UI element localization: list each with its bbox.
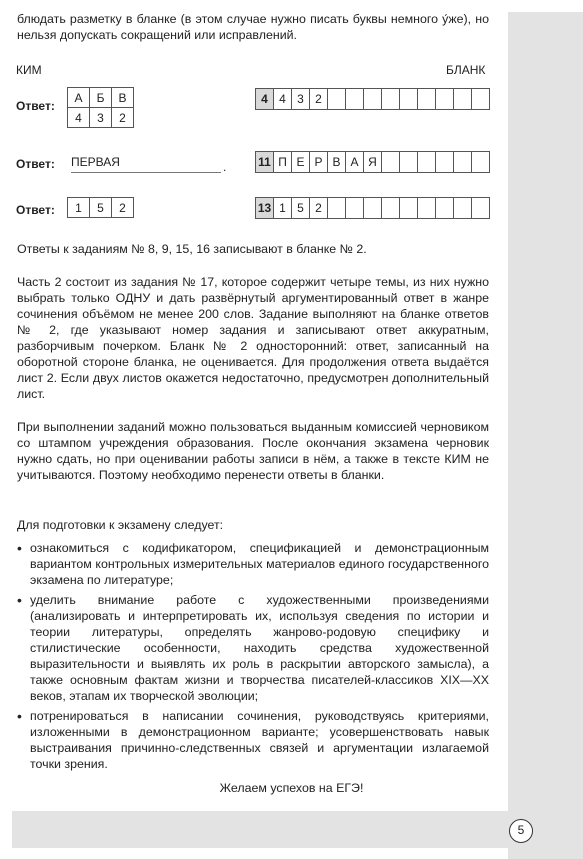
body-paragraph-1 [17, 241, 489, 257]
kim-answer-line-2: ПЕРВАЯ [71, 155, 221, 173]
blank-cell [400, 152, 418, 173]
kim-value-cell: 2 [112, 108, 134, 128]
blank-grid-1 [255, 88, 490, 110]
blank-cell [472, 152, 490, 173]
blank-grid-2 [255, 151, 490, 173]
margin-band-right [508, 12, 583, 859]
blank-cell [472, 198, 490, 219]
closing-wish: Желаем успехов на ЕГЭ! [219, 781, 364, 795]
blank-cell: 3 [292, 89, 310, 110]
list-item: • уделить внимание работе с художественными произведениями (анализировать и интерпретировать их, используя сведения по истории и теории литературы, определять жанрово-родовую специфику и стилистические особенности, находить средства художественной выразительности и выявлять их роль в раскрытии авторского замысла), а также основным фактам жизни и творчества писателей-классиков XIX—XX веков, этапам их творческой эволюции; [17, 592, 489, 704]
kim-label: КИМ [16, 63, 42, 77]
list-item: • потренироваться в написании сочинения, руководствуясь критериями, изложенными в демонстрационном варианте; усовершенствовать навык выстраивания причинно-следственных связей и аргументации излагаемой точки зрения. [17, 708, 489, 772]
blank-cell: 4 [274, 89, 292, 110]
blank-cell [472, 89, 490, 110]
kim-value-cell: 4 [68, 108, 90, 128]
blank-cell: В [328, 152, 346, 173]
page-number: 5 [509, 819, 533, 843]
blank-grid-3 [255, 197, 490, 219]
kim-answer-table-1 [67, 87, 134, 128]
blank-cell [454, 152, 472, 173]
blank-cell [382, 89, 400, 110]
blank-cell [328, 198, 346, 219]
paragraph-text: Часть 2 состоит из задания № 17, которое содержит четыре темы, из них нужно выбрать только ОДНУ и дать развёрнутый аргументированный ответ в жанре сочинения объёмом не менее 200 слов. Задание выполняют на бланке ответов № 2, где указывают номер задания и записывают ответ аккуратным, разборчивым почерком. Бланк № 2 односторонний: ответ, записанный на оборотной стороне бланка, не оценивается. Для продолжения ответа выдаётся лист 2. Если двух листов окажется недостаточно, предусмотрен дополнительный лист. [17, 275, 489, 401]
blank-cell [436, 198, 454, 219]
blank-cell [364, 89, 382, 110]
blank-cell [454, 89, 472, 110]
intro-paragraph [17, 11, 489, 43]
bullet-list [17, 540, 489, 772]
blank-cell [418, 89, 436, 110]
blank-cell [328, 89, 346, 110]
kim-value-cell: 5 [90, 198, 112, 218]
answer-label-2: Ответ: [16, 157, 55, 171]
paragraph-text: Для подготовки к экзамену следует: [17, 518, 224, 532]
blank-cell: 2 [310, 89, 328, 110]
blank-label: БЛАНК [446, 63, 486, 77]
paragraph-text: При выполнении заданий можно пользоваться выданным комиссией черновиком со штампом учреждения образования. После окончания экзамена черновик нужно сдать, но при оценивании работы записи в нём, а также в тексте КИМ не учитываются. Поэтому необходимо перенести ответы в бланки. [17, 420, 489, 482]
blank-cell [400, 89, 418, 110]
list-item: • ознакомиться с кодификатором, спецификацией и демонстрационным вариантом контрольных измерительных материалов единого государственного экзамена по литературе; [17, 540, 489, 588]
body-paragraph-4 [17, 517, 489, 533]
kim-value-cell: 1 [68, 198, 90, 218]
answer-trailing-dot: . [223, 160, 227, 174]
body-paragraph-2 [17, 274, 489, 402]
margin-band-bottom [12, 811, 583, 848]
blank-cell: Е [292, 152, 310, 173]
preparation-list [17, 540, 489, 776]
blank-cell [346, 89, 364, 110]
blank-cell: 2 [310, 198, 328, 219]
blank-cell [436, 89, 454, 110]
blank-cell: 1 [274, 198, 292, 219]
kim-value-cell: 3 [90, 108, 112, 128]
blank-cell: А [346, 152, 364, 173]
blank-cell: П [274, 152, 292, 173]
blank-task-number: 11 [256, 152, 274, 173]
body-paragraph-3 [17, 419, 489, 483]
paragraph-text: Ответы к заданиям № 8, 9, 15, 16 записывают в бланке № 2. [17, 242, 367, 256]
blank-task-number: 13 [256, 198, 274, 219]
blank-cell [418, 152, 436, 173]
blank-cell [454, 198, 472, 219]
blank-cell: 5 [292, 198, 310, 219]
blank-cell [346, 198, 364, 219]
kim-value-cell: 2 [112, 198, 134, 218]
kim-header-cell: Б [90, 88, 112, 108]
answer-label-1: Ответ: [16, 99, 55, 113]
blank-cell: Р [310, 152, 328, 173]
kim-header-cell: А [68, 88, 90, 108]
kim-header-cell: В [112, 88, 134, 108]
blank-task-number: 4 [256, 89, 274, 110]
kim-answer-boxes-3 [67, 197, 134, 218]
answer-label-3: Ответ: [16, 203, 55, 217]
blank-cell: Я [364, 152, 382, 173]
intro-text: блюдать разметку в бланке (в этом случае нужно писать буквы немного у́же), но нельзя допускать сокращений или исправлений. [17, 12, 489, 42]
blank-cell [364, 198, 382, 219]
blank-cell [382, 152, 400, 173]
blank-cell [418, 198, 436, 219]
blank-cell [382, 198, 400, 219]
blank-cell [436, 152, 454, 173]
blank-cell [400, 198, 418, 219]
